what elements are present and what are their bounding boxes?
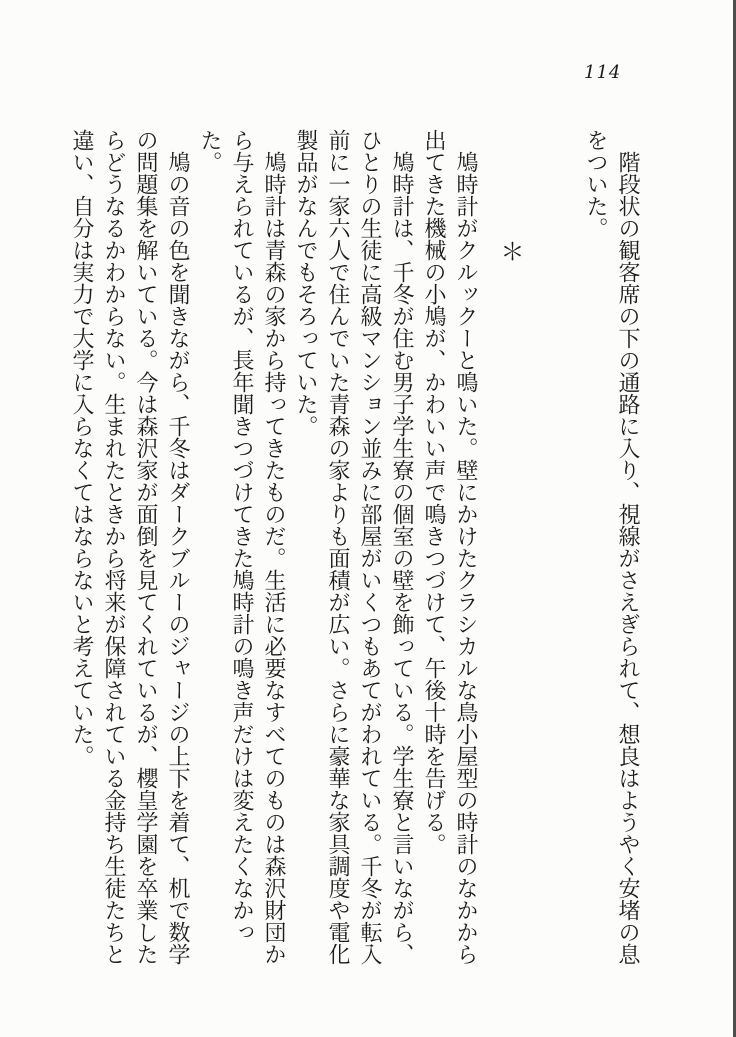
- section-separator-asterisk: ＊: [496, 239, 524, 263]
- paragraph: 鳩の音の色を聞きながら、千冬はダークブルーのジャージの上下を着て、机で数学の問題集を解いている。今は森沢家が面倒を見てくれているが、櫻皇学園を卒業したらどうなるかわからない。生まれたときから将来が保障されている金持ち生徒たちと違い、自分は実力で大学に入らなくてはならないと考えていた。: [69, 129, 190, 965]
- text-block: [65, 129, 643, 965]
- paragraph: 鳩時計は、千冬が住む男子学生寮の個室の壁を飾っている。学生寮と言いながら、ひとりの生徒に高級マンション並みに部屋がいくつもあてがわれている。千冬が転入前に一家六人で住んでいた青森の家よりも面積が広い。さらに豪華な家具調度や電化製品がなんでもそろっていた。: [293, 129, 414, 965]
- paragraph: 鳩時計がクルックーと鳴いた。壁にかけたクラシカルな鳥小屋型の時計のなかから出てきた機械の小鳩が、かわいい声で鳴きつづけて、午後十時を告げる。: [421, 129, 478, 965]
- page-number: 114: [584, 62, 622, 83]
- paragraph: 鳩時計は青森の家から持ってきたものだ。生活に必要なすべてのものは森沢財団から与えられているが、長年聞きつづけてきた鳩時計の鳴き声だけは変えたくなかった。: [197, 129, 286, 965]
- paragraph: 階段状の観客席の下の通路に入り、視線がさえぎられて、想良はようやく安堵の息をついた。: [583, 129, 640, 965]
